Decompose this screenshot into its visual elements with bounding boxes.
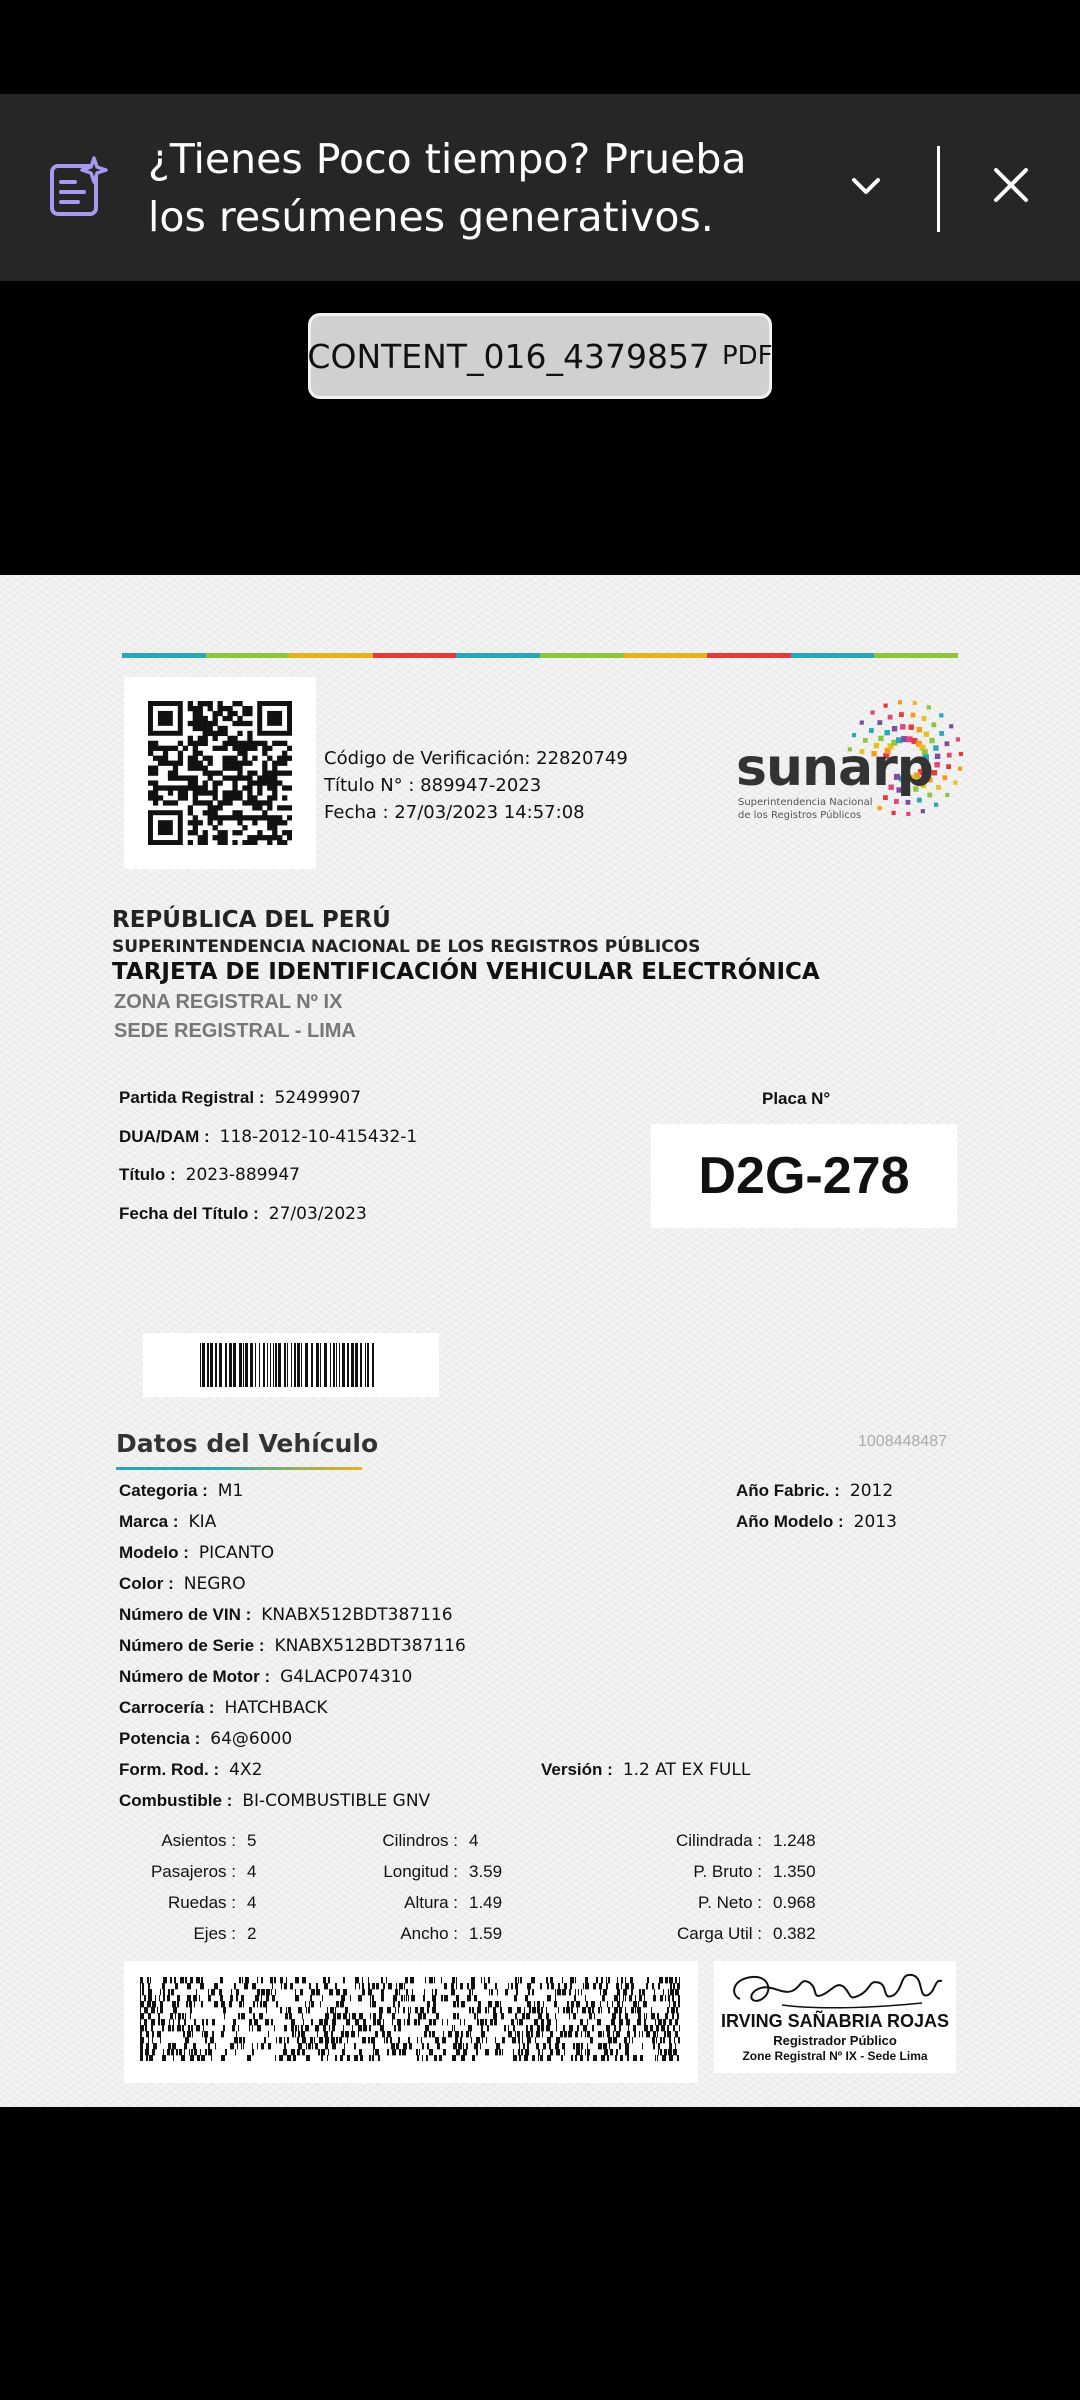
vin-label: Número de VIN :: [119, 1605, 252, 1624]
pdf417-barcode: [124, 1961, 698, 2083]
fecha-titulo-label: Fecha del Título :: [119, 1204, 259, 1223]
pasajeros-value: 4: [247, 1862, 257, 1881]
combustible-row: [119, 1791, 430, 1811]
asientos-label: Asientos :: [161, 1831, 236, 1850]
ai-summary-icon: [48, 156, 110, 218]
logo-sub-line2: de los Registros Públicos: [738, 810, 862, 821]
carga-value: 0.382: [773, 1924, 816, 1943]
pneto-label: P. Neto :: [698, 1893, 762, 1912]
motor-value: G4LACP074310: [280, 1667, 413, 1687]
marca-row: [119, 1512, 216, 1532]
color-value: NEGRO: [183, 1574, 246, 1594]
header-country: REPÚBLICA DEL PERÚ: [112, 907, 391, 933]
altura-label: Altura :: [404, 1893, 458, 1912]
ruedas-label: Ruedas :: [167, 1893, 236, 1912]
potencia-label: Potencia :: [119, 1729, 201, 1748]
vin-value: KNABX512BDT387116: [261, 1605, 453, 1625]
signature-block: [714, 1961, 956, 2073]
document-code: 1008448487: [858, 1433, 947, 1450]
ancho-label: Ancho :: [400, 1924, 458, 1943]
pbruto-value: 1.350: [773, 1862, 816, 1881]
formrod-label: Form. Rod. :: [119, 1760, 220, 1779]
qr-code: [124, 677, 316, 869]
partida-label: Partida Registral :: [119, 1088, 265, 1107]
partida-row: [119, 1088, 361, 1108]
longitud-value: 3.59: [469, 1862, 503, 1881]
sunarp-logo-subtitle: [738, 796, 873, 822]
combustible-label: Combustible :: [119, 1791, 233, 1810]
serie-row: [119, 1636, 466, 1656]
expand-chevron-icon[interactable]: [838, 166, 894, 206]
anio-modelo-row: [736, 1512, 897, 1532]
longitud-label: Longitud :: [383, 1862, 458, 1881]
verification-date: Fecha : 27/03/2023 14:57:08: [324, 802, 585, 823]
verification-block: [324, 745, 628, 826]
barcode: [143, 1333, 439, 1397]
cilindros-value: 4: [469, 1831, 479, 1850]
dua-label: DUA/DAM :: [119, 1127, 210, 1146]
vin-row: [119, 1605, 453, 1625]
header-zone: ZONA REGISTRAL Nº IX: [114, 991, 343, 1013]
signer-role: Registrador Público: [773, 2033, 897, 2048]
categoria-label: Categoria :: [119, 1481, 208, 1500]
anio-fabric-value: 2012: [849, 1481, 894, 1501]
pdf417-image: [140, 1977, 680, 2061]
marca-value: KIA: [188, 1512, 217, 1532]
partida-value: 52499907: [274, 1088, 362, 1108]
anio-modelo-label: Año Modelo :: [736, 1512, 844, 1531]
close-icon[interactable]: [986, 160, 1036, 210]
brand-color-bar: [122, 653, 958, 658]
formrod-value: 4X2: [229, 1760, 263, 1780]
titulo-row: [119, 1165, 300, 1185]
modelo-value: PICANTO: [198, 1543, 275, 1563]
color-label: Color :: [119, 1574, 174, 1593]
signer-name: IRVING SAÑABRIA ROJAS: [720, 2011, 950, 2031]
modelo-row: [119, 1543, 274, 1563]
pbruto-label: P. Bruto :: [693, 1862, 762, 1881]
pasajeros-label: Pasajeros :: [150, 1862, 236, 1881]
sunarp-logo-text: sunarp: [736, 738, 933, 798]
potencia-value: 64@6000: [210, 1729, 293, 1749]
marca-label: Marca :: [119, 1512, 179, 1531]
fecha-titulo-row: [119, 1204, 367, 1224]
pneto-value: 0.968: [773, 1893, 816, 1912]
anio-modelo-value: 2013: [853, 1512, 897, 1532]
carroceria-row: [119, 1698, 328, 1718]
datos-underline: [116, 1467, 362, 1470]
ruedas-value: 4: [247, 1893, 257, 1912]
ancho-value: 1.59: [469, 1924, 503, 1943]
header-sede: SEDE REGISTRAL - LIMA: [114, 1020, 356, 1042]
titulo-value: 2023-889947: [185, 1165, 300, 1185]
placa-label: Placa N°: [762, 1089, 831, 1108]
verification-title: Título N° : 889947-2023: [324, 775, 542, 796]
potencia-row: [119, 1729, 292, 1749]
version-label: Versión :: [541, 1760, 613, 1779]
logo-sub-line1: Superintendencia Nacional: [738, 797, 873, 808]
banner-message: ¿Tienes Poco tiempo? Prueba los resúmenes generativos.: [148, 135, 747, 241]
cilindrada-value: 1.248: [773, 1831, 816, 1850]
header-agency: SUPERINTENDENCIA NACIONAL DE LOS REGISTROS PÚBLICOS: [112, 937, 701, 957]
titulo-label: Título :: [119, 1165, 176, 1184]
version-row: [541, 1760, 750, 1780]
anio-fabric-label: Año Fabric. :: [736, 1481, 840, 1500]
qr-code-image: [148, 701, 292, 845]
summary-banner: [0, 94, 1080, 281]
cilindros-label: Cilindros :: [382, 1831, 458, 1850]
categoria-row: [119, 1481, 243, 1501]
anio-fabric-row: [736, 1481, 893, 1501]
version-value: 1.2 AT EX FULL: [622, 1760, 751, 1780]
placa-value: D2G-278: [651, 1124, 957, 1228]
signer-zone: Zone Registral Nº IX - Sede Lima: [742, 2049, 928, 2063]
datos-vehiculo-title: Datos del Vehículo: [116, 1429, 379, 1458]
file-name-pill[interactable]: [308, 313, 772, 399]
serie-value: KNABX512BDT387116: [274, 1636, 466, 1656]
serie-label: Número de Serie :: [119, 1636, 265, 1655]
altura-value: 1.49: [469, 1893, 503, 1912]
dua-value: 118-2012-10-415432-1: [219, 1127, 418, 1147]
motor-label: Número de Motor :: [119, 1667, 271, 1686]
asientos-value: 5: [247, 1831, 257, 1850]
carroceria-value: HATCHBACK: [224, 1698, 328, 1718]
cilindrada-label: Cilindrada :: [676, 1831, 762, 1850]
dua-row: [119, 1127, 417, 1147]
document-page[interactable]: [0, 575, 1080, 2107]
ejes-label: Ejes :: [193, 1924, 236, 1943]
carga-label: Carga Util :: [676, 1924, 762, 1943]
file-extension: PDF: [721, 341, 773, 371]
verification-code: Código de Verificación: 22820749: [324, 748, 628, 769]
motor-row: [119, 1667, 412, 1687]
file-name: CONTENT_016_4379857: [307, 336, 710, 376]
handwritten-signature: [722, 1965, 948, 2017]
formrod-row: [119, 1760, 262, 1780]
fecha-titulo-value: 27/03/2023: [268, 1204, 367, 1224]
barcode-image: [200, 1343, 380, 1387]
modelo-label: Modelo :: [119, 1543, 189, 1562]
color-row: [119, 1574, 246, 1594]
carroceria-label: Carrocería :: [119, 1698, 215, 1717]
combustible-value: BI-COMBUSTIBLE GNV: [242, 1791, 431, 1811]
banner-divider: [937, 146, 940, 232]
categoria-value: M1: [217, 1481, 244, 1501]
header-card-title: TARJETA DE IDENTIFICACIÓN VEHICULAR ELECTRÓNICA: [112, 959, 820, 985]
ejes-value: 2: [247, 1924, 257, 1943]
